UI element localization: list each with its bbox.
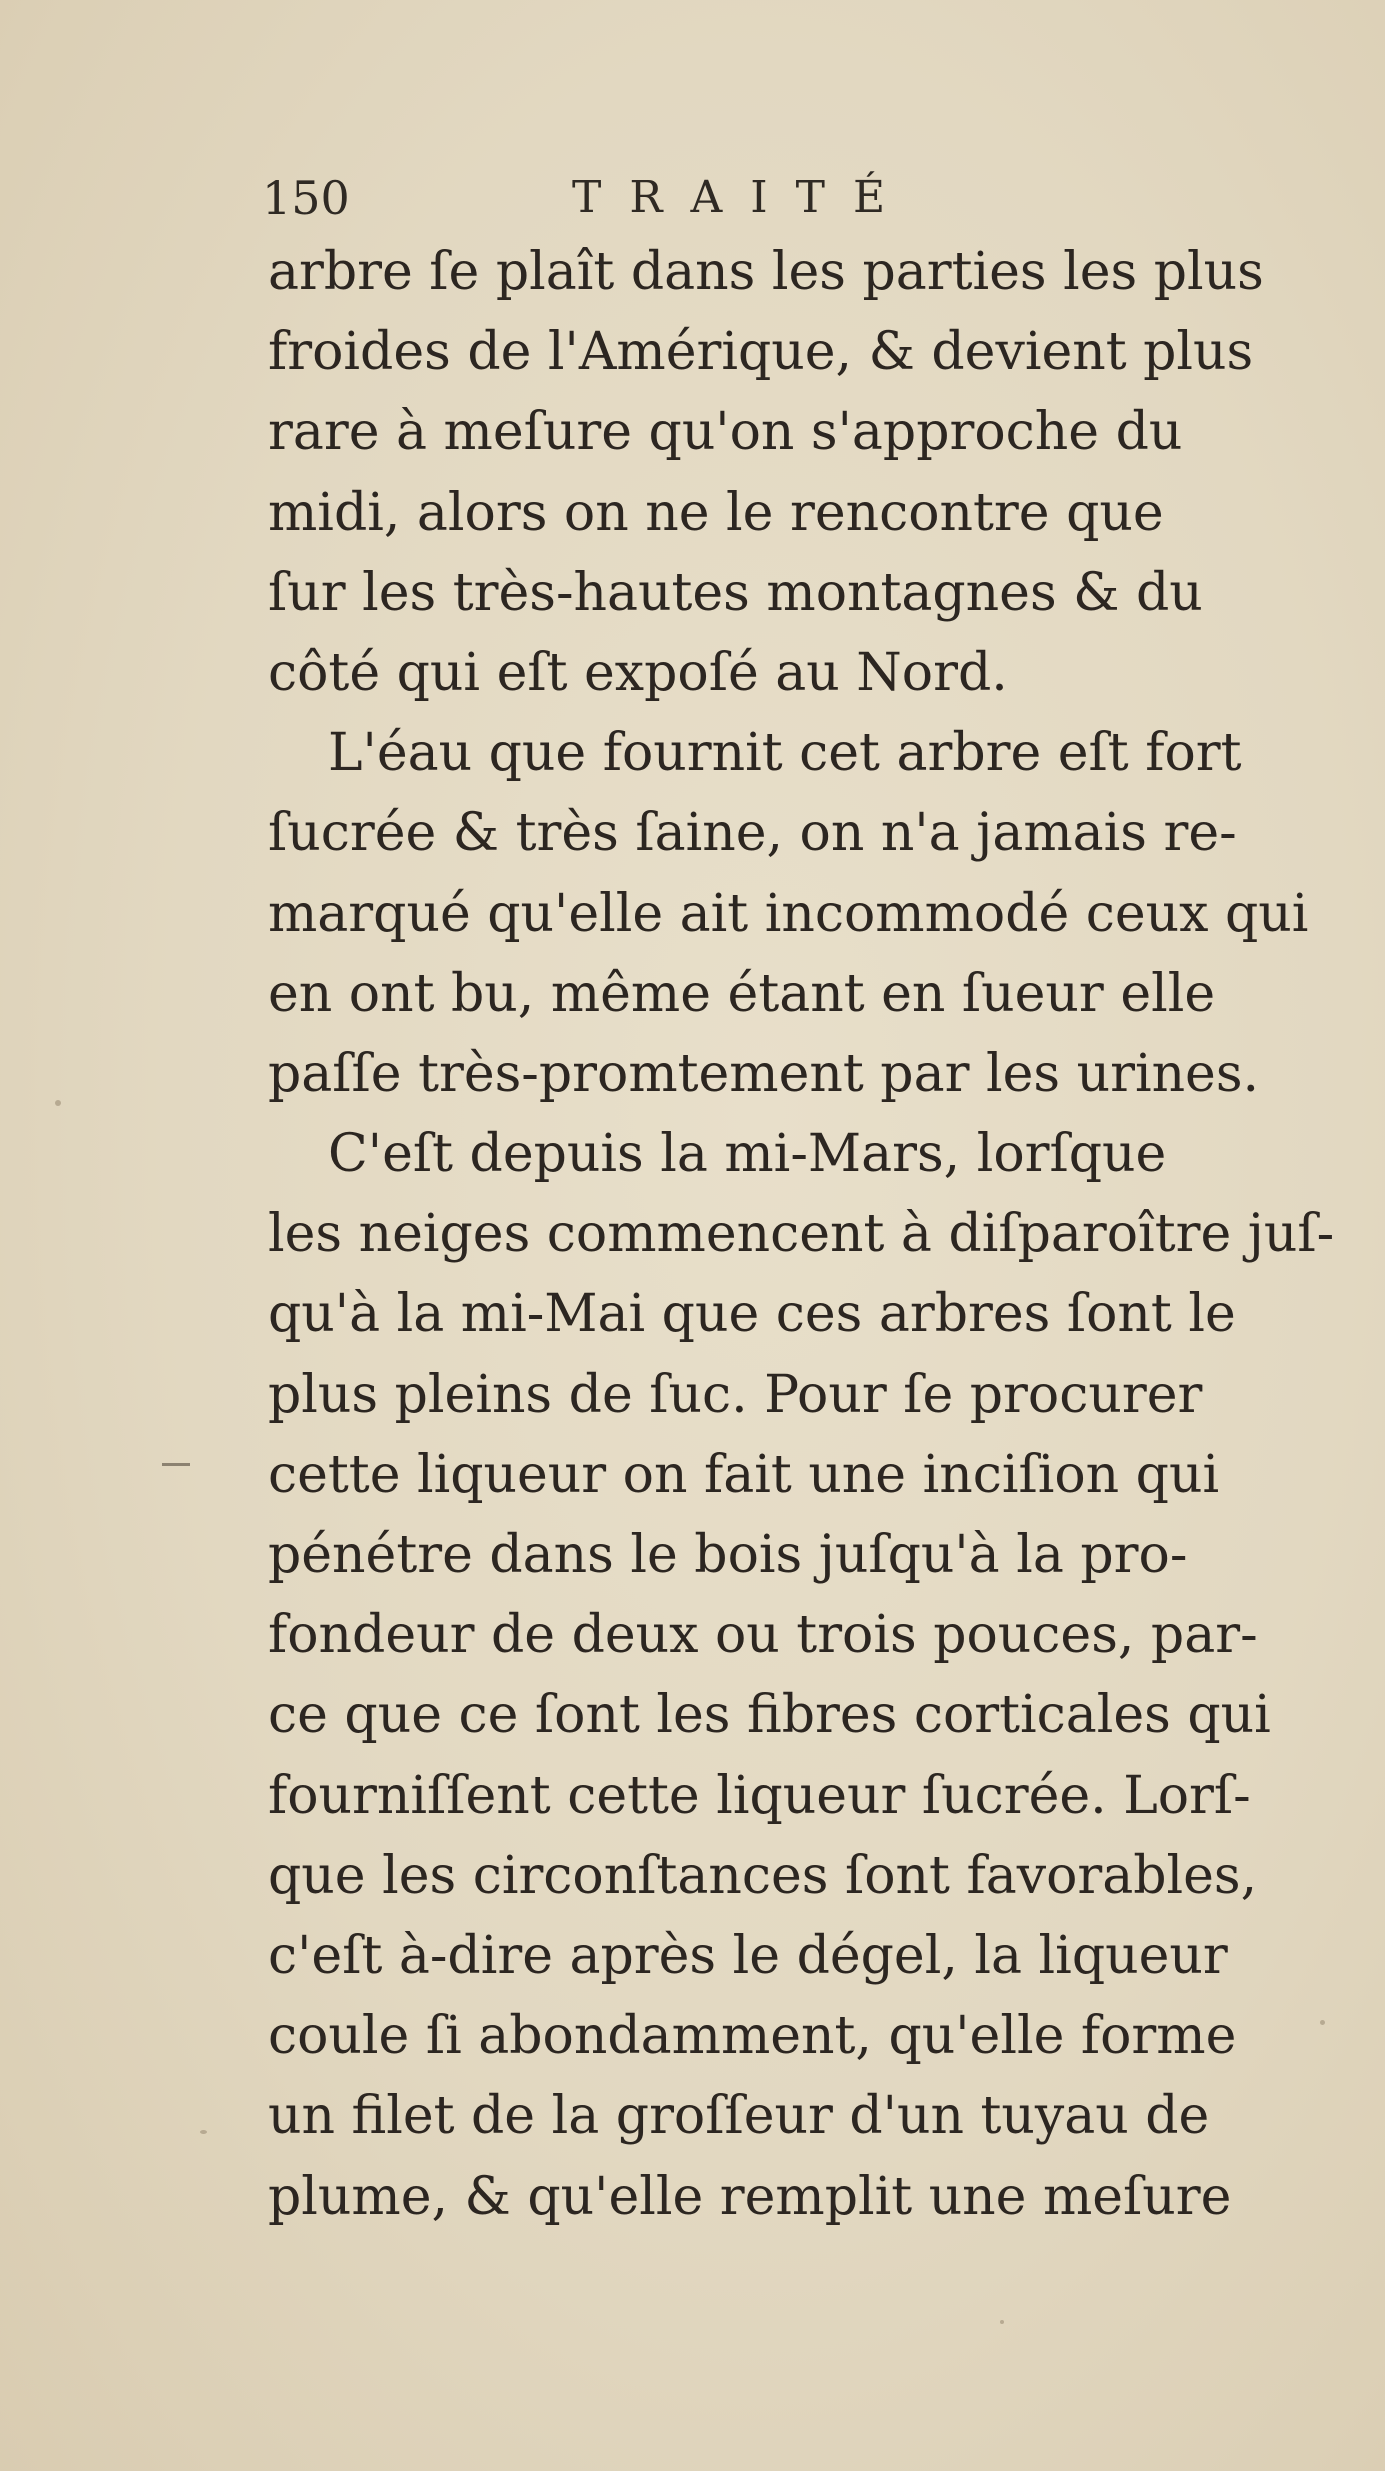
text-line: les neiges commencent à diſparoître juſ- [268, 1204, 1335, 1265]
text-line: fondeur de deux ou trois pouces, par- [268, 1605, 1258, 1666]
text-line: arbre ſe plaît dans les parties les plus [268, 242, 1264, 302]
paper-speck [1000, 2320, 1004, 2324]
text-line: plume, & qu'elle remplit une meſure [268, 2166, 1232, 2227]
text-line: pénétre dans le bois juſqu'à la pro- [268, 1525, 1188, 1585]
text-line: fourniſſent cette liqueur ſucrée. Lorſ- [268, 1765, 1251, 1826]
paragraph-start-line: C'eſt depuis la mi-Mars, lorſque [328, 1124, 1167, 1185]
text-line: en ont bu, même étant en ſueur elle [268, 963, 1216, 1024]
text-line: ſur les très-hautes montagnes & du [268, 562, 1203, 623]
paper-speck [1320, 2020, 1325, 2025]
paper-speck [55, 1100, 61, 1106]
text-line: cette liqueur on fait une inciſion qui [268, 1444, 1220, 1505]
running-title: TRAITÉ [572, 172, 914, 223]
text-line: c'eſt à-dire après le dégel, la liqueur [268, 1925, 1228, 1986]
page-number: 150 [262, 171, 350, 225]
text-line: plus pleins de ſuc. Pour ſe procurer [268, 1364, 1203, 1425]
text-line: midi, alors on ne le rencontre que [268, 482, 1164, 543]
text-line: froides de l'Amérique, & devient plus [268, 322, 1254, 383]
paragraph-start-line: L'éau que fournit cet arbre eſt fort [328, 723, 1242, 784]
text-line: rare à meſure qu'on s'approche du [268, 402, 1183, 463]
text-line: côté qui eſt expoſé au Nord. [268, 642, 1008, 703]
text-line: un filet de la groſſeur d'un tuyau de [268, 2086, 1210, 2147]
text-line: qu'à la mi-Mai que ces arbres ſont le [268, 1284, 1236, 1345]
text-line: coule ſi abondamment, qu'elle forme [268, 2006, 1237, 2067]
text-line: ce que ce ſont les fibres corticales qui [268, 1685, 1271, 1746]
text-line: paſſe très-promtement par les urines. [268, 1043, 1260, 1104]
margin-mark [162, 1463, 190, 1466]
text-line: ſucrée & très ſaine, on n'a jamais re- [268, 803, 1237, 864]
body-text [268, 232, 1335, 2237]
paper-speck [200, 2130, 207, 2134]
page-header [262, 168, 982, 228]
text-line: que les circonſtances ſont favorables, [268, 1845, 1258, 1906]
text-line: marqué qu'elle ait incommodé ceux qui [268, 883, 1309, 944]
